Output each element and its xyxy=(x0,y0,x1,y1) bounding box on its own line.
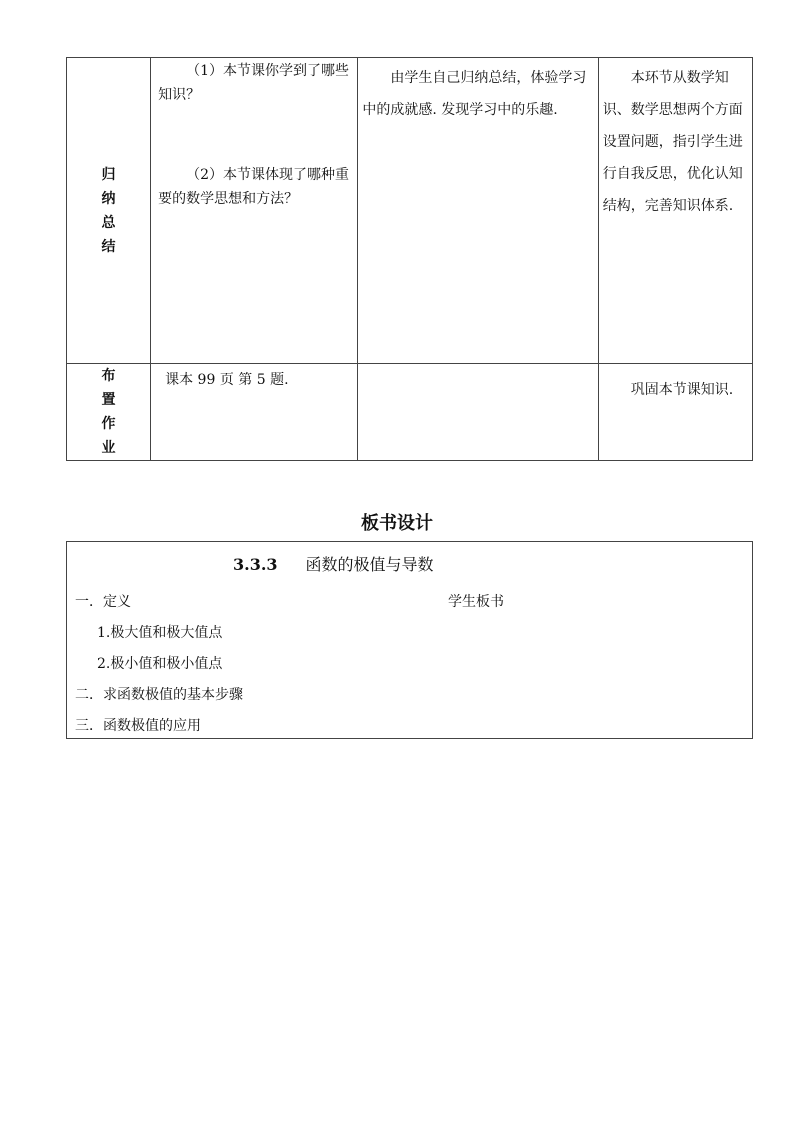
homework-student-activity xyxy=(358,364,597,368)
homework-student-cell xyxy=(358,364,598,461)
homework-design-intent: 巩固本节课知识. xyxy=(630,382,734,398)
summary-label-char: 总 xyxy=(101,214,116,231)
summary-design-intent: 本环节从数学知识、数学思想两个方面设置问题，指引学生进行自我反思，优化认知结构，完善知识体系. xyxy=(602,70,743,214)
homework-label-char: 置 xyxy=(101,392,116,408)
board-design-box xyxy=(66,541,753,739)
homework-row xyxy=(67,364,753,461)
summary-student-cell xyxy=(358,58,598,364)
homework-label-char: 作 xyxy=(101,416,116,432)
board-heading: 板书设计 xyxy=(361,513,433,534)
homework-label-char: 布 xyxy=(101,368,116,384)
board-student-area: 学生板书 xyxy=(448,594,504,610)
homework-label xyxy=(67,364,151,461)
board-item-definition: 一．定义 xyxy=(75,594,131,610)
homework-intent-cell xyxy=(598,364,752,461)
summary-label-char: 结 xyxy=(101,238,116,255)
homework-content-cell xyxy=(151,364,358,461)
summary-label-char: 纳 xyxy=(101,190,116,207)
summary-label-char: 归 xyxy=(101,166,116,183)
section-number: 3.3.3 xyxy=(233,555,278,574)
section-title: 函数的极值与导数 xyxy=(305,555,434,574)
summary-question-2: （2）本节课体现了哪种重要的数学思想和方法？ xyxy=(158,167,350,207)
board-item-application: 三．函数极值的应用 xyxy=(75,718,201,734)
board-item-max: 1.极大值和极大值点 xyxy=(97,625,223,641)
homework-label-char: 业 xyxy=(101,440,116,456)
summary-student-activity: 由学生自己归纳总结，体验学习中的成就感. 发现学习中的乐趣. xyxy=(362,70,587,118)
lesson-plan-table xyxy=(66,57,753,461)
summary-intent-cell xyxy=(598,58,752,364)
homework-content: 课本 99 页 第 5 题. xyxy=(165,372,289,388)
summary-row xyxy=(67,58,753,364)
board-title-line xyxy=(233,552,434,575)
summary-questions-cell xyxy=(151,58,358,364)
board-item-steps: 二．求函数极值的基本步骤 xyxy=(75,687,243,703)
summary-question-1: （1）本节课你学到了哪些知识？ xyxy=(158,63,350,103)
summary-label xyxy=(67,58,151,364)
board-item-min: 2.极小值和极小值点 xyxy=(97,656,223,672)
